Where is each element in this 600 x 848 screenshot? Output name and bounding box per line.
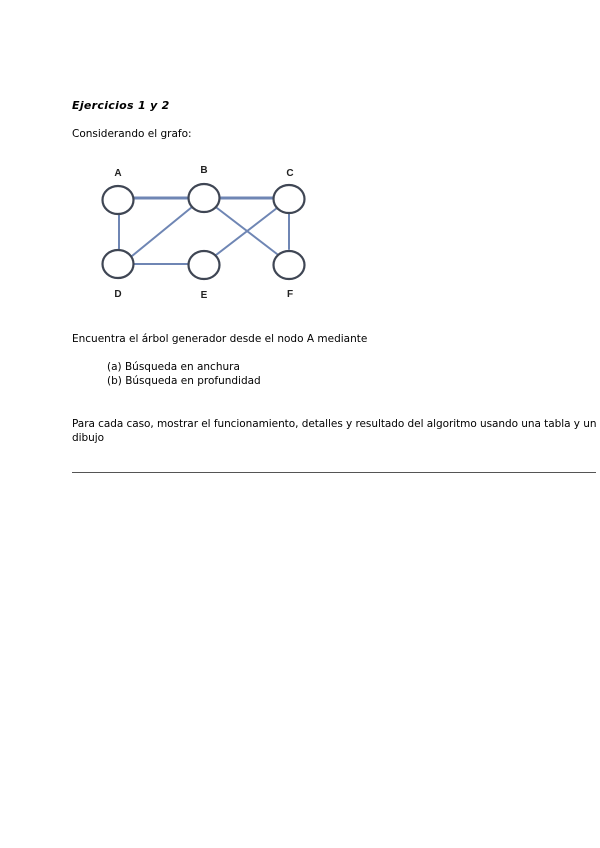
node-d: [103, 250, 134, 278]
instructions-text: Para cada caso, mostrar el funcionamiento, detalles y resultado del algoritmo usando una tabla y un dibujo: [72, 418, 597, 444]
node-label-e: E: [200, 290, 208, 301]
divider-line: [72, 472, 596, 473]
intro-text: Considerando el grafo:: [72, 128, 192, 140]
node-label-c: C: [286, 168, 294, 179]
node-label-a: A: [114, 168, 122, 179]
exercise-title: Ejercicios 1 y 2: [72, 99, 170, 112]
node-label-d: D: [114, 289, 122, 300]
node-c: [274, 185, 305, 213]
edge-d-b: [132, 207, 192, 256]
node-f: [274, 251, 305, 279]
graph-diagram: [90, 158, 320, 304]
node-label-f: F: [286, 289, 294, 300]
node-e: [189, 251, 220, 279]
node-a: [103, 186, 134, 214]
task-text: Encuentra el árbol generador desde el nodo A mediante: [72, 333, 368, 345]
node-label-b: B: [200, 165, 208, 176]
option-bfs: (a) Búsqueda en anchura: [107, 361, 240, 373]
option-dfs: (b) Búsqueda en profundidad: [107, 375, 261, 387]
node-b: [189, 184, 220, 212]
